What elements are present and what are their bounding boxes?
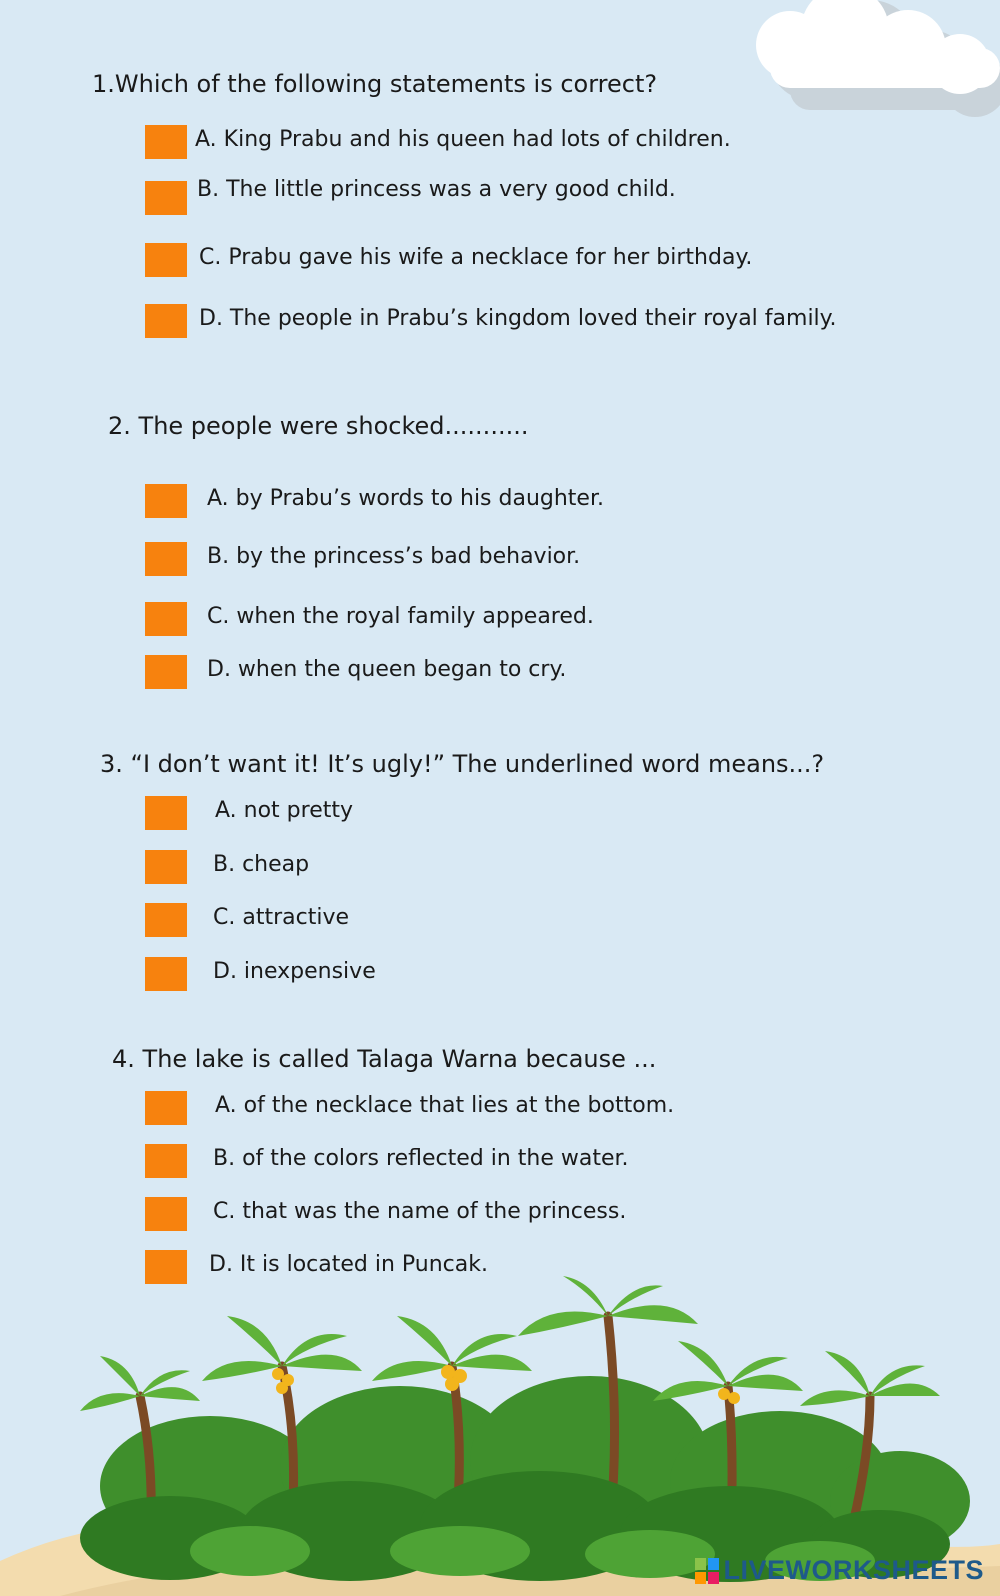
answer-checkbox[interactable] xyxy=(145,602,187,636)
question-1-title: 1.Which of the following statements is correct? xyxy=(92,70,658,98)
answer-checkbox[interactable] xyxy=(145,1144,187,1178)
answer-checkbox[interactable] xyxy=(145,1197,187,1231)
answer-checkbox[interactable] xyxy=(145,903,187,937)
cloud-illustration xyxy=(730,0,1000,130)
answer-checkbox[interactable] xyxy=(145,542,187,576)
answer-checkbox[interactable] xyxy=(145,304,187,338)
option-label: A. not pretty xyxy=(215,798,354,823)
option-label: C. that was the name of the princess. xyxy=(213,1199,627,1224)
option-label: B. The little princess was a very good child. xyxy=(197,177,676,202)
option-label: B. cheap xyxy=(213,852,310,877)
answer-checkbox[interactable] xyxy=(145,957,187,991)
question-2-title: 2. The people were shocked........... xyxy=(108,412,529,440)
liveworksheets-logo xyxy=(695,1555,984,1586)
answer-checkbox[interactable] xyxy=(145,796,187,830)
option-label: C. attractive xyxy=(213,905,349,930)
palm-island-illustration xyxy=(0,1276,1000,1596)
option-label: A. by Prabu’s words to his daughter. xyxy=(207,486,604,511)
option-label: D. when the queen began to cry. xyxy=(207,657,567,682)
question-4-title: 4. The lake is called Talaga Warna because ... xyxy=(112,1045,657,1073)
answer-checkbox[interactable] xyxy=(145,1091,187,1125)
option-label: D. inexpensive xyxy=(213,959,376,984)
option-label: B. of the colors reflected in the water. xyxy=(213,1146,629,1171)
option-label: A. of the necklace that lies at the bottom. xyxy=(215,1093,675,1118)
answer-checkbox[interactable] xyxy=(145,181,187,215)
brand-logo-icon xyxy=(695,1558,719,1584)
option-label: C. when the royal family appeared. xyxy=(207,604,594,629)
option-label: B. by the princess’s bad behavior. xyxy=(207,544,581,569)
option-label: D. The people in Prabu’s kingdom loved their royal family. xyxy=(199,306,837,331)
answer-checkbox[interactable] xyxy=(145,125,187,159)
option-label: C. Prabu gave his wife a necklace for her birthday. xyxy=(199,245,753,270)
answer-checkbox[interactable] xyxy=(145,243,187,277)
answer-checkbox[interactable] xyxy=(145,850,187,884)
option-label: A. King Prabu and his queen had lots of children. xyxy=(195,127,731,152)
question-3-title: 3. “I don’t want it! It’s ugly!” The underlined word means...? xyxy=(100,750,825,778)
answer-checkbox[interactable] xyxy=(145,655,187,689)
brand-name: LIVEWORKSHEETS xyxy=(723,1555,984,1585)
answer-checkbox[interactable] xyxy=(145,484,187,518)
option-label: D. It is located in Puncak. xyxy=(209,1252,488,1277)
